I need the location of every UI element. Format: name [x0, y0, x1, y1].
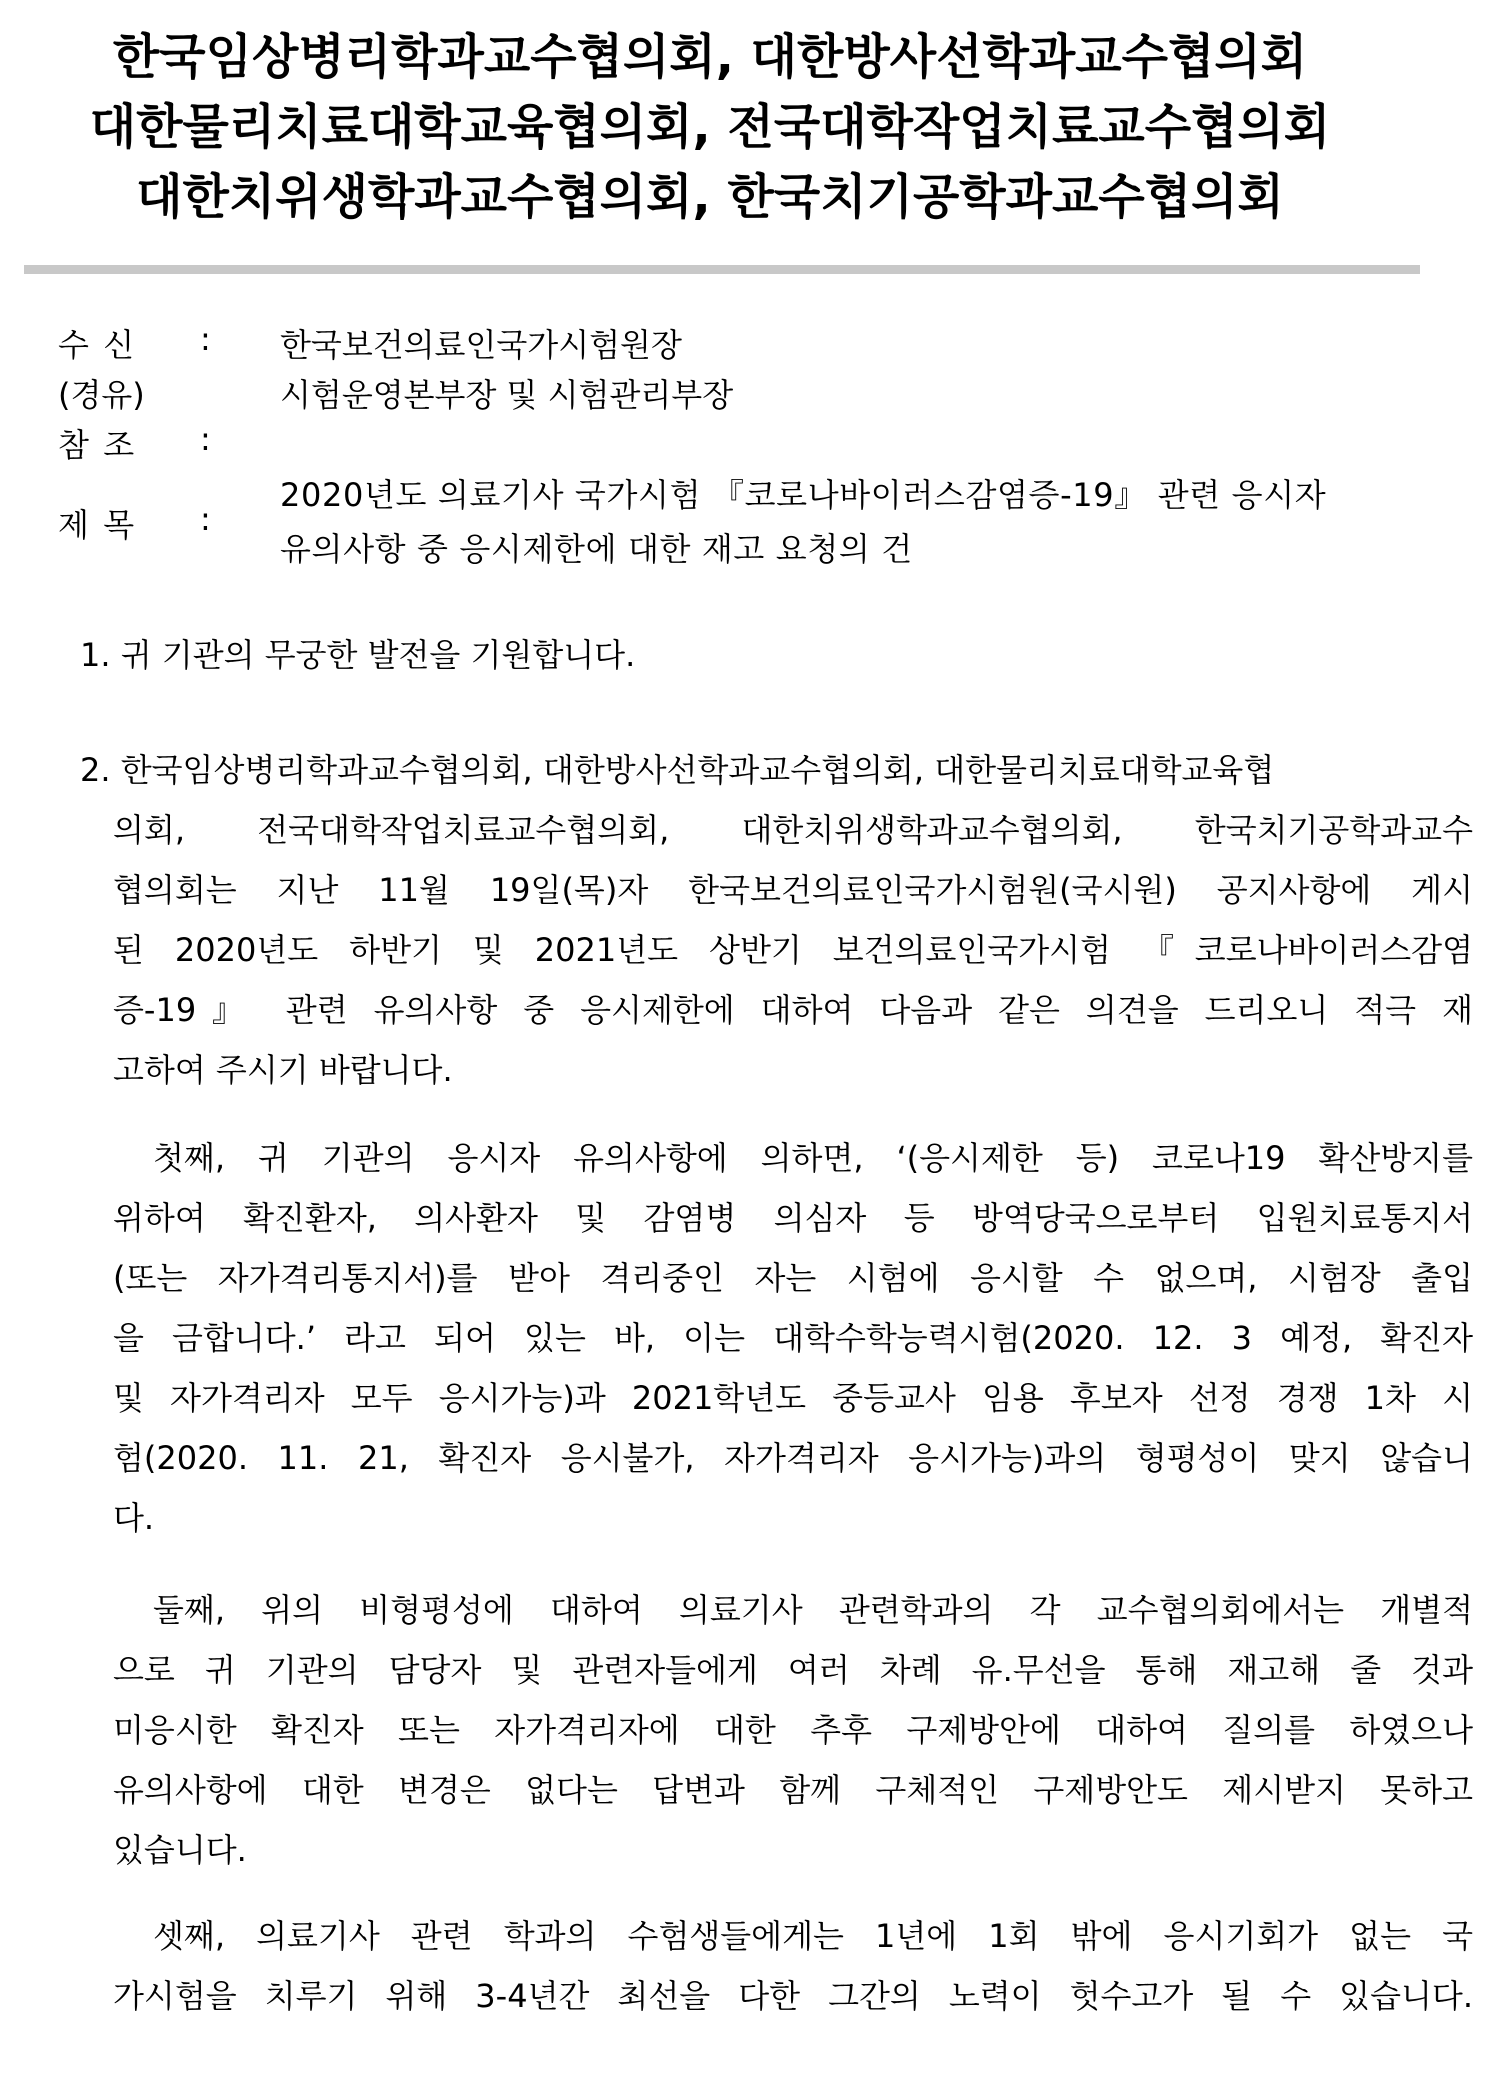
second-line-3: 미응시한 확진자 또는 자가격리자에 대한 추후 구제방안에 대하여 질의를 하였으나	[113, 1711, 1473, 1749]
via-value: 시험운영본부장 및 시험관리부장	[280, 376, 734, 414]
p2-line-1: 2. 한국임상병리학과교수협의회, 대한방사선학과교수협의회, 대한물리치료대학교육협	[80, 751, 1275, 789]
letterhead-line-2: 대한물리치료대학교육협의회, 전국대학작업치료교수협의회	[89, 99, 1331, 155]
third-line-1: 셋째, 의료기사 관련 학과의 수험생들에게는 1년에 1회 밖에 응시기회가 없는 국	[153, 1917, 1473, 1955]
via-label: (경유)	[58, 376, 145, 414]
first-line-4: 을 금합니다.’ 라고 되어 있는 바, 이는 대학수학능력시험(2020. 12. 3 예정, 확진자	[113, 1319, 1473, 1357]
subject-colon: :	[200, 500, 211, 538]
first-line-3: (또는 자가격리통지서)를 받아 격리중인 자는 시험에 응시할 수 없으며, 시험장 출입	[113, 1259, 1473, 1297]
p2-line-5: 증-19』 관련 유의사항 중 응시제한에 대하여 다음과 같은 의견을 드리오니 적극 재	[113, 991, 1473, 1029]
second-line-2: 으로 귀 기관의 담당자 및 관련자들에게 여러 차례 유.무선을 통해 재고해 줄 것과	[113, 1651, 1473, 1689]
recipient-row	[58, 320, 1458, 370]
first-line-2: 위하여 확진환자, 의사환자 및 감염병 의심자 등 방역당국으로부터 입원치료통지서	[113, 1199, 1473, 1237]
second-line-4: 유의사항에 대한 변경은 없다는 답변과 함께 구체적인 구제방안도 제시받지 못하고	[113, 1771, 1473, 1809]
p2-line-6: 고하여 주시기 바랍니다.	[113, 1051, 453, 1089]
paragraph-1: 1. 귀 기관의 무궁한 발전을 기원합니다.	[80, 636, 636, 674]
subject-row	[58, 470, 1458, 580]
recipient-value: 한국보건의료인국가시험원장	[280, 326, 682, 364]
reference-row	[58, 420, 1458, 470]
third-line-2: 가시험을 치루기 위해 3-4년간 최선을 다한 그간의 노력이 헛수고가 될 수 있습니다.	[113, 1977, 1473, 2015]
first-line-5: 및 자가격리자 모두 응시가능)과 2021학년도 중등교사 임용 후보자 선정 경쟁 1차 시	[113, 1379, 1473, 1417]
letterhead-line-1: 한국임상병리학과교수협의회, 대한방사선학과교수협의회	[112, 29, 1308, 85]
via-row	[58, 370, 1458, 420]
second-line-5: 있습니다.	[113, 1831, 247, 1869]
first-line-6: 험(2020. 11. 21, 확진자 응시불가, 자가격리자 응시가능)과의 형평성이 맞지 않습니	[113, 1439, 1473, 1477]
reference-colon: :	[200, 420, 211, 458]
subject-line-2: 유의사항 중 응시제한에 대한 재고 요청의 건	[280, 530, 913, 568]
first-line-1: 첫째, 귀 기관의 응시자 유의사항에 의하면, ‘(응시제한 등) 코로나19 확산방지를	[153, 1139, 1473, 1177]
letterhead-line-3: 대한치위생학과교수협의회, 한국치기공학과교수협의회	[136, 169, 1284, 225]
recipient-colon: :	[200, 320, 211, 358]
recipient-label: 수신	[58, 326, 149, 364]
letterhead	[0, 22, 1420, 232]
header-divider	[24, 265, 1420, 274]
p2-line-4: 된 2020년도 하반기 및 2021년도 상반기 보건의료인국가시험 『코로나바이러스감염	[113, 931, 1473, 969]
document-meta	[58, 320, 1458, 580]
subject-label: 제목	[58, 506, 149, 544]
second-line-1: 둘째, 위의 비형평성에 대하여 의료기사 관련학과의 각 교수협의회에서는 개별적	[153, 1591, 1473, 1629]
reference-label: 참조	[58, 426, 149, 464]
subject-line-1: 2020년도 의료기사 국가시험 『코로나바이러스감염증-19』 관련 응시자	[280, 476, 1327, 514]
p2-line-3: 협의회는 지난 11월 19일(목)자 한국보건의료인국가시험원(국시원) 공지사항에 게시	[113, 871, 1473, 909]
p2-line-2: 의회, 전국대학작업치료교수협의회, 대한치위생학과교수협의회, 한국치기공학과교수	[113, 811, 1473, 849]
first-line-7: 다.	[113, 1499, 155, 1537]
